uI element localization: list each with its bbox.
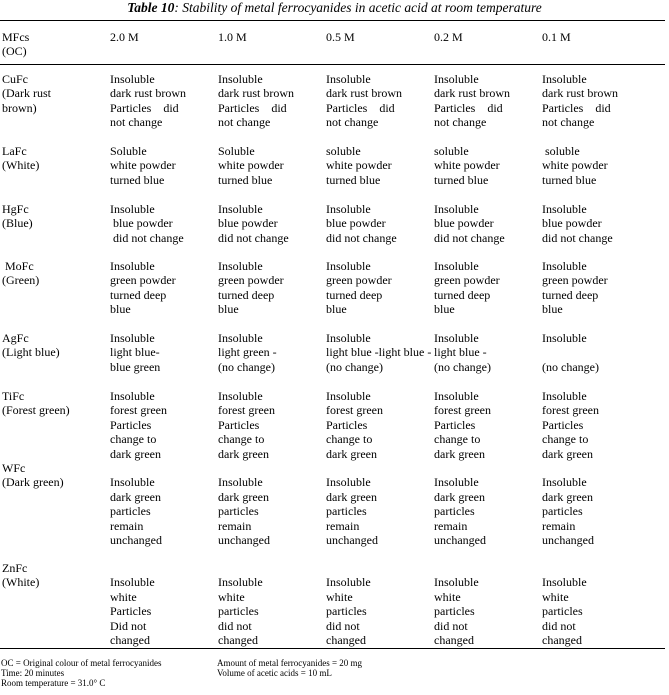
cell-cufc-0-2m: Insoluble dark rust brown Particles did not change — [434, 72, 510, 130]
header-conc-2-0m: 2.0 M — [110, 30, 139, 44]
cell-cufc-1-0m: Insoluble dark rust brown Particles did not change — [218, 72, 294, 130]
cell-hgfc-0-5m: Insoluble blue powder did not change — [326, 202, 397, 245]
cell-wfc-2-0m: Insoluble dark green particles remain unchanged — [110, 475, 162, 548]
cell-znfc-0-1m: Insoluble white particles did not changed — [542, 575, 587, 648]
cell-lafc-2-0m: Soluble white powder turned blue — [110, 144, 176, 187]
bottom-rule — [0, 648, 665, 649]
cell-cufc-2-0m: Insoluble dark rust brown Particles did not change — [110, 72, 186, 130]
cell-znfc-0-5m: Insoluble white particles did not changed — [326, 575, 371, 648]
footnote-amounts: Amount of metal ferrocyanides = 20 mg Volume of acetic acids = 10 mL — [217, 658, 363, 678]
cell-lafc-1-0m: Soluble white powder turned blue — [218, 144, 284, 187]
cell-tifc-2-0m: Insoluble forest green Particles change to dark green — [110, 389, 167, 461]
cell-wfc-0-5m: Insoluble dark green particles remain unchanged — [326, 475, 378, 548]
header-rule — [0, 64, 665, 65]
cell-lafc-0-2m: soluble white powder turned blue — [434, 144, 500, 187]
cell-mofc-0-1m: Insoluble green powder turned deep blue — [542, 259, 608, 317]
table-number: Table 10 — [127, 0, 175, 15]
cell-agfc-0-5m: Insoluble light blue -light blue - (no change) — [326, 331, 432, 374]
cell-agfc-2-0m: Insoluble light blue- blue green — [110, 331, 161, 374]
row-label-hgfc: HgFc (Blue) — [2, 202, 33, 231]
footnote-conditions: OC = Original colour of metal ferrocyanides Time: 20 minutes Room temperature = 31.0° C — [1, 658, 162, 688]
cell-znfc-0-2m: Insoluble white particles did not changed — [434, 575, 479, 648]
header-conc-0-5m: 0.5 M — [326, 30, 355, 44]
cell-tifc-0-5m: Insoluble forest green Particles change to dark green — [326, 389, 383, 461]
header-conc-0-2m: 0.2 M — [434, 30, 463, 44]
row-label-tifc: TiFc (Forest green) — [2, 389, 70, 418]
row-label-wfc: WFc (Dark green) — [2, 461, 64, 490]
row-label-agfc: AgFc (Light blue) — [2, 331, 60, 360]
table-title: : Stability of metal ferrocyanides in acetic acid at room temperature — [174, 0, 542, 15]
header-mfcs: MFcs (OC) — [2, 30, 30, 59]
cell-mofc-0-2m: Insoluble green powder turned deep blue — [434, 259, 500, 317]
table-caption — [0, 0, 669, 16]
row-label-lafc: LaFc (White) — [2, 144, 40, 173]
cell-hgfc-0-2m: Insoluble blue powder did not change — [434, 202, 505, 245]
cell-lafc-0-5m: soluble white powder turned blue — [326, 144, 392, 187]
cell-znfc-1-0m: Insoluble white particles did not changed — [218, 575, 263, 648]
cell-hgfc-0-1m: Insoluble blue powder did not change — [542, 202, 613, 245]
cell-mofc-2-0m: Insoluble green powder turned deep blue — [110, 259, 176, 317]
header-conc-1-0m: 1.0 M — [218, 30, 247, 44]
cell-agfc-0-1m: Insoluble (no change) — [542, 331, 599, 374]
cell-cufc-0-5m: Insoluble dark rust brown Particles did not change — [326, 72, 402, 130]
cell-tifc-0-2m: Insoluble forest green Particles change to dark green — [434, 389, 491, 461]
cell-tifc-0-1m: Insoluble forest green Particles change to dark green — [542, 389, 599, 461]
row-label-cufc: CuFc (Dark rust brown) — [2, 72, 51, 115]
row-label-mofc: MoFc (Green) — [2, 259, 40, 288]
cell-agfc-0-2m: Insoluble light blue - (no change) — [434, 331, 491, 374]
cell-tifc-1-0m: Insoluble forest green Particles change to dark green — [218, 389, 275, 461]
cell-wfc-0-1m: Insoluble dark green particles remain unchanged — [542, 475, 594, 548]
cell-mofc-0-5m: Insoluble green powder turned deep blue — [326, 259, 392, 317]
cell-wfc-0-2m: Insoluble dark green particles remain unchanged — [434, 475, 486, 548]
header-conc-0-1m: 0.1 M — [542, 30, 571, 44]
cell-wfc-1-0m: Insoluble dark green particles remain unchanged — [218, 475, 270, 548]
cell-agfc-1-0m: Insoluble light green - (no change) — [218, 331, 277, 374]
cell-znfc-2-0m: Insoluble white Particles Did not changed — [110, 575, 155, 648]
top-rule — [0, 20, 665, 21]
cell-hgfc-2-0m: Insoluble blue powder did not change — [110, 202, 184, 245]
cell-cufc-0-1m: Insoluble dark rust brown Particles did not change — [542, 72, 618, 130]
cell-mofc-1-0m: Insoluble green powder turned deep blue — [218, 259, 284, 317]
row-label-znfc: ZnFc (White) — [2, 561, 40, 590]
cell-hgfc-1-0m: Insoluble blue powder did not change — [218, 202, 289, 245]
cell-lafc-0-1m: soluble white powder turned blue — [542, 144, 608, 187]
